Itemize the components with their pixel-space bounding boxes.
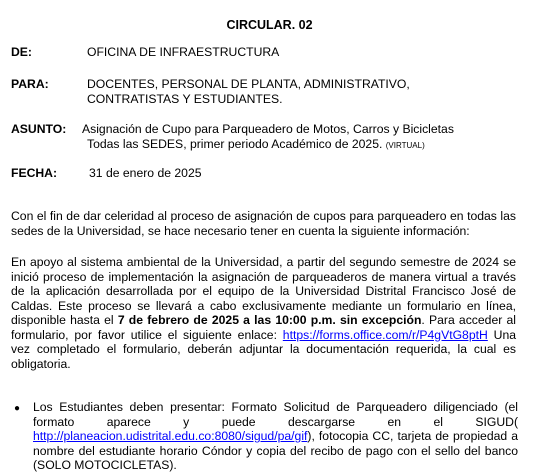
p2-text-3: Una vez completado el formulario, deberán adjuntar la documentación requerida, la cual es obligatoria.	[11, 327, 516, 371]
p2-text-1: En apoyo al sistema ambiental de la Universidad, a partir del segundo semestre de 2024 se inició proceso de implementación la asignación de parqueaderos de manera virtual a través de la aplicación desarrollada por el equipo de la Universidad Distrital Francisco José de Caldas. Este proceso se llevará a cabo exclusivamente mediante un formulario en línea, disponible hasta el	[11, 255, 516, 327]
p2-text-2: . Para acceder al formulario, por favor utilice el siguiente enlace:	[11, 313, 516, 342]
form-link[interactable]: https://forms.office.com/r/P4gVtG8ptH	[282, 327, 488, 342]
bullet-text-2: ), fotocopia CC, tarjeta de propiedad a nombre del estudiante horario Cóndor y copia del recibo de pago con el sello del banco (SOLO MOTOCICLETAS).	[33, 429, 518, 472]
de-value: OFICINA DE INFRAESTRUCTURA	[87, 45, 280, 59]
de-label: DE:	[11, 45, 32, 59]
bullet-icon: ●	[14, 403, 21, 414]
intro-paragraph: Con el fin de dar celeridad al proceso de asignación de cupos para parqueadero en todas las sedes de la Universidad, se hace necesario tener en cuenta la siguiente información:	[11, 209, 516, 238]
sigud-link[interactable]: http://planeacion.udistrital.edu.co:8080/sigud/pa/gif	[33, 429, 308, 443]
bullet-text-1: Los Estudiantes deben presentar: Formato Solicitud de Parqueadero diligenciado (el formato aparece y puede descargarse en el SIGUD(	[33, 400, 518, 429]
fecha-value: 31 de enero de 2025	[89, 166, 202, 180]
para-value-line2: CONTRATISTAS Y ESTUDIANTES.	[87, 92, 283, 106]
para-label: PARA:	[11, 77, 49, 91]
virtual-note: (VIRTUAL)	[385, 141, 425, 150]
student-requirements-item	[33, 400, 518, 473]
asunto-value-line1: Asignación de Cupo para Parqueadero de Motos, Carros y Bicicletas	[82, 122, 454, 136]
fecha-label: FECHA:	[11, 166, 58, 180]
asunto-label: ASUNTO:	[11, 122, 67, 136]
implementation-paragraph	[11, 255, 516, 371]
deadline-text: 7 de febrero de 2025 a las 10:00 p.m. sin excepción	[117, 313, 422, 327]
document-title: CIRCULAR. 02	[226, 18, 313, 32]
para-value-line1: DOCENTES, PERSONAL DE PLANTA, ADMINISTRATIVO,	[87, 77, 410, 91]
asunto-line2-text: Todas las SEDES, primer periodo Académico de 2025.	[87, 137, 383, 151]
asunto-value-line2	[87, 137, 425, 154]
